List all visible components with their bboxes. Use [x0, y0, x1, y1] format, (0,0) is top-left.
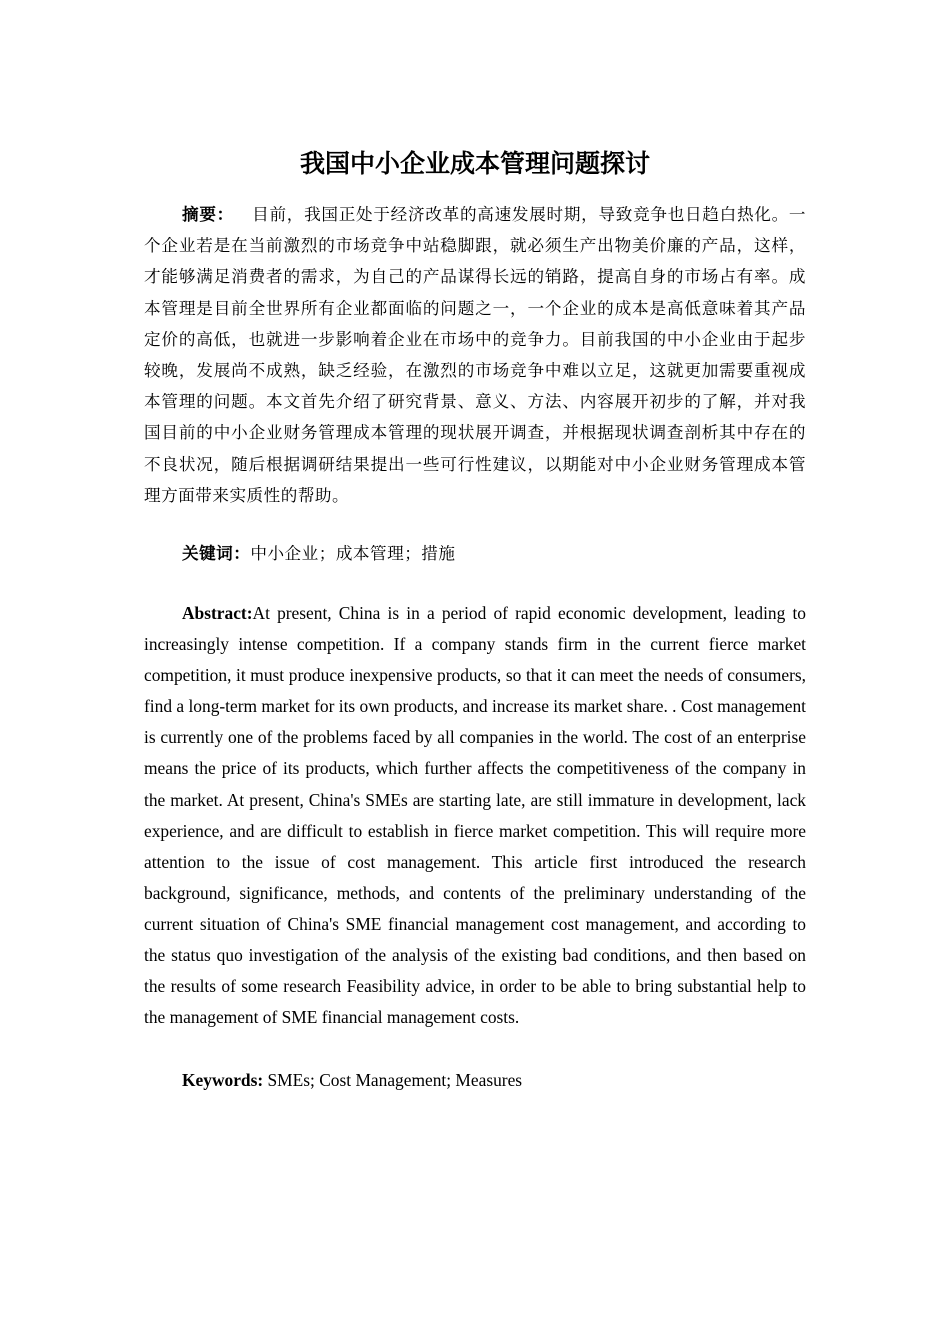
chinese-keywords-label: 关键词： — [182, 544, 251, 563]
english-keywords-label: Keywords: — [182, 1070, 264, 1090]
chinese-keywords — [144, 538, 806, 569]
document-title: 我国中小企业成本管理问题探讨 — [299, 149, 650, 178]
english-abstract-text: At present, China is in a period of rapid economic development, leading to increasingly intense competition. If a company stands firm in the current fierce market competition, it must produce inexpensive products, so that it can meet the needs of consumers, find a long-term market for its own products, and increase its market share. . Cost management is currently one of the problems faced by all companies in the world. The cost of an enterprise means the price of its products, which further affects the competitiveness of the company in the market. At present, China's SMEs are starting late, are still immature in development, lack experience, and are difficult to establish in fierce market competition. This will require more attention to the issue of cost management. This article first introduced the research background, significance, methods, and contents of the preliminary understanding of the current situation of China's SME financial management cost management, and according to the status quo investigation of the analysis of the existing bad conditions, and then based on the results of some research Feasibility advice, in order to be able to bring substantial help to the management of SME financial management costs. — [144, 603, 806, 1028]
chinese-abstract-label: 摘要： — [182, 205, 234, 224]
english-abstract — [144, 598, 806, 1033]
english-abstract-label: Abstract: — [182, 603, 253, 623]
chinese-keywords-text: 中小企业；成本管理；措施 — [250, 544, 456, 563]
english-keywords-text: SMEs; Cost Management; Measures — [263, 1070, 523, 1090]
chinese-abstract-text: 目前，我国正处于经济改革的高速发展时期，导致竞争也日趋白热化。一个企业若是在当前激烈的市场竞争中站稳脚跟，就必须生产出物美价廉的产品，这样，才能够满足消费者的需求，为自己的产品谋得长远的销路，提高自身的市场占有率。成本管理是目前全世界所有企业都面临的问题之一，一个企业的成本是高低意味着其产品定价的高低，也就进一步影响着企业在市场中的竞争力。目前我国的中小企业由于起步较晚，发展尚不成熟，缺乏经验，在激烈的市场竞争中难以立足，这就更加需要重视成本管理的问题。本文首先介绍了研究背景、意义、方法、内容展开初步的了解，并对我国目前的中小企业财务管理成本管理的现状展开调查，并根据现状调查剖析其中存在的不良状况，随后根据调研结果提出一些可行性建议，以期能对中小企业财务管理成本管理方面带来实质性的帮助。 — [144, 205, 807, 505]
english-keywords — [144, 1065, 806, 1096]
chinese-abstract — [144, 199, 806, 511]
